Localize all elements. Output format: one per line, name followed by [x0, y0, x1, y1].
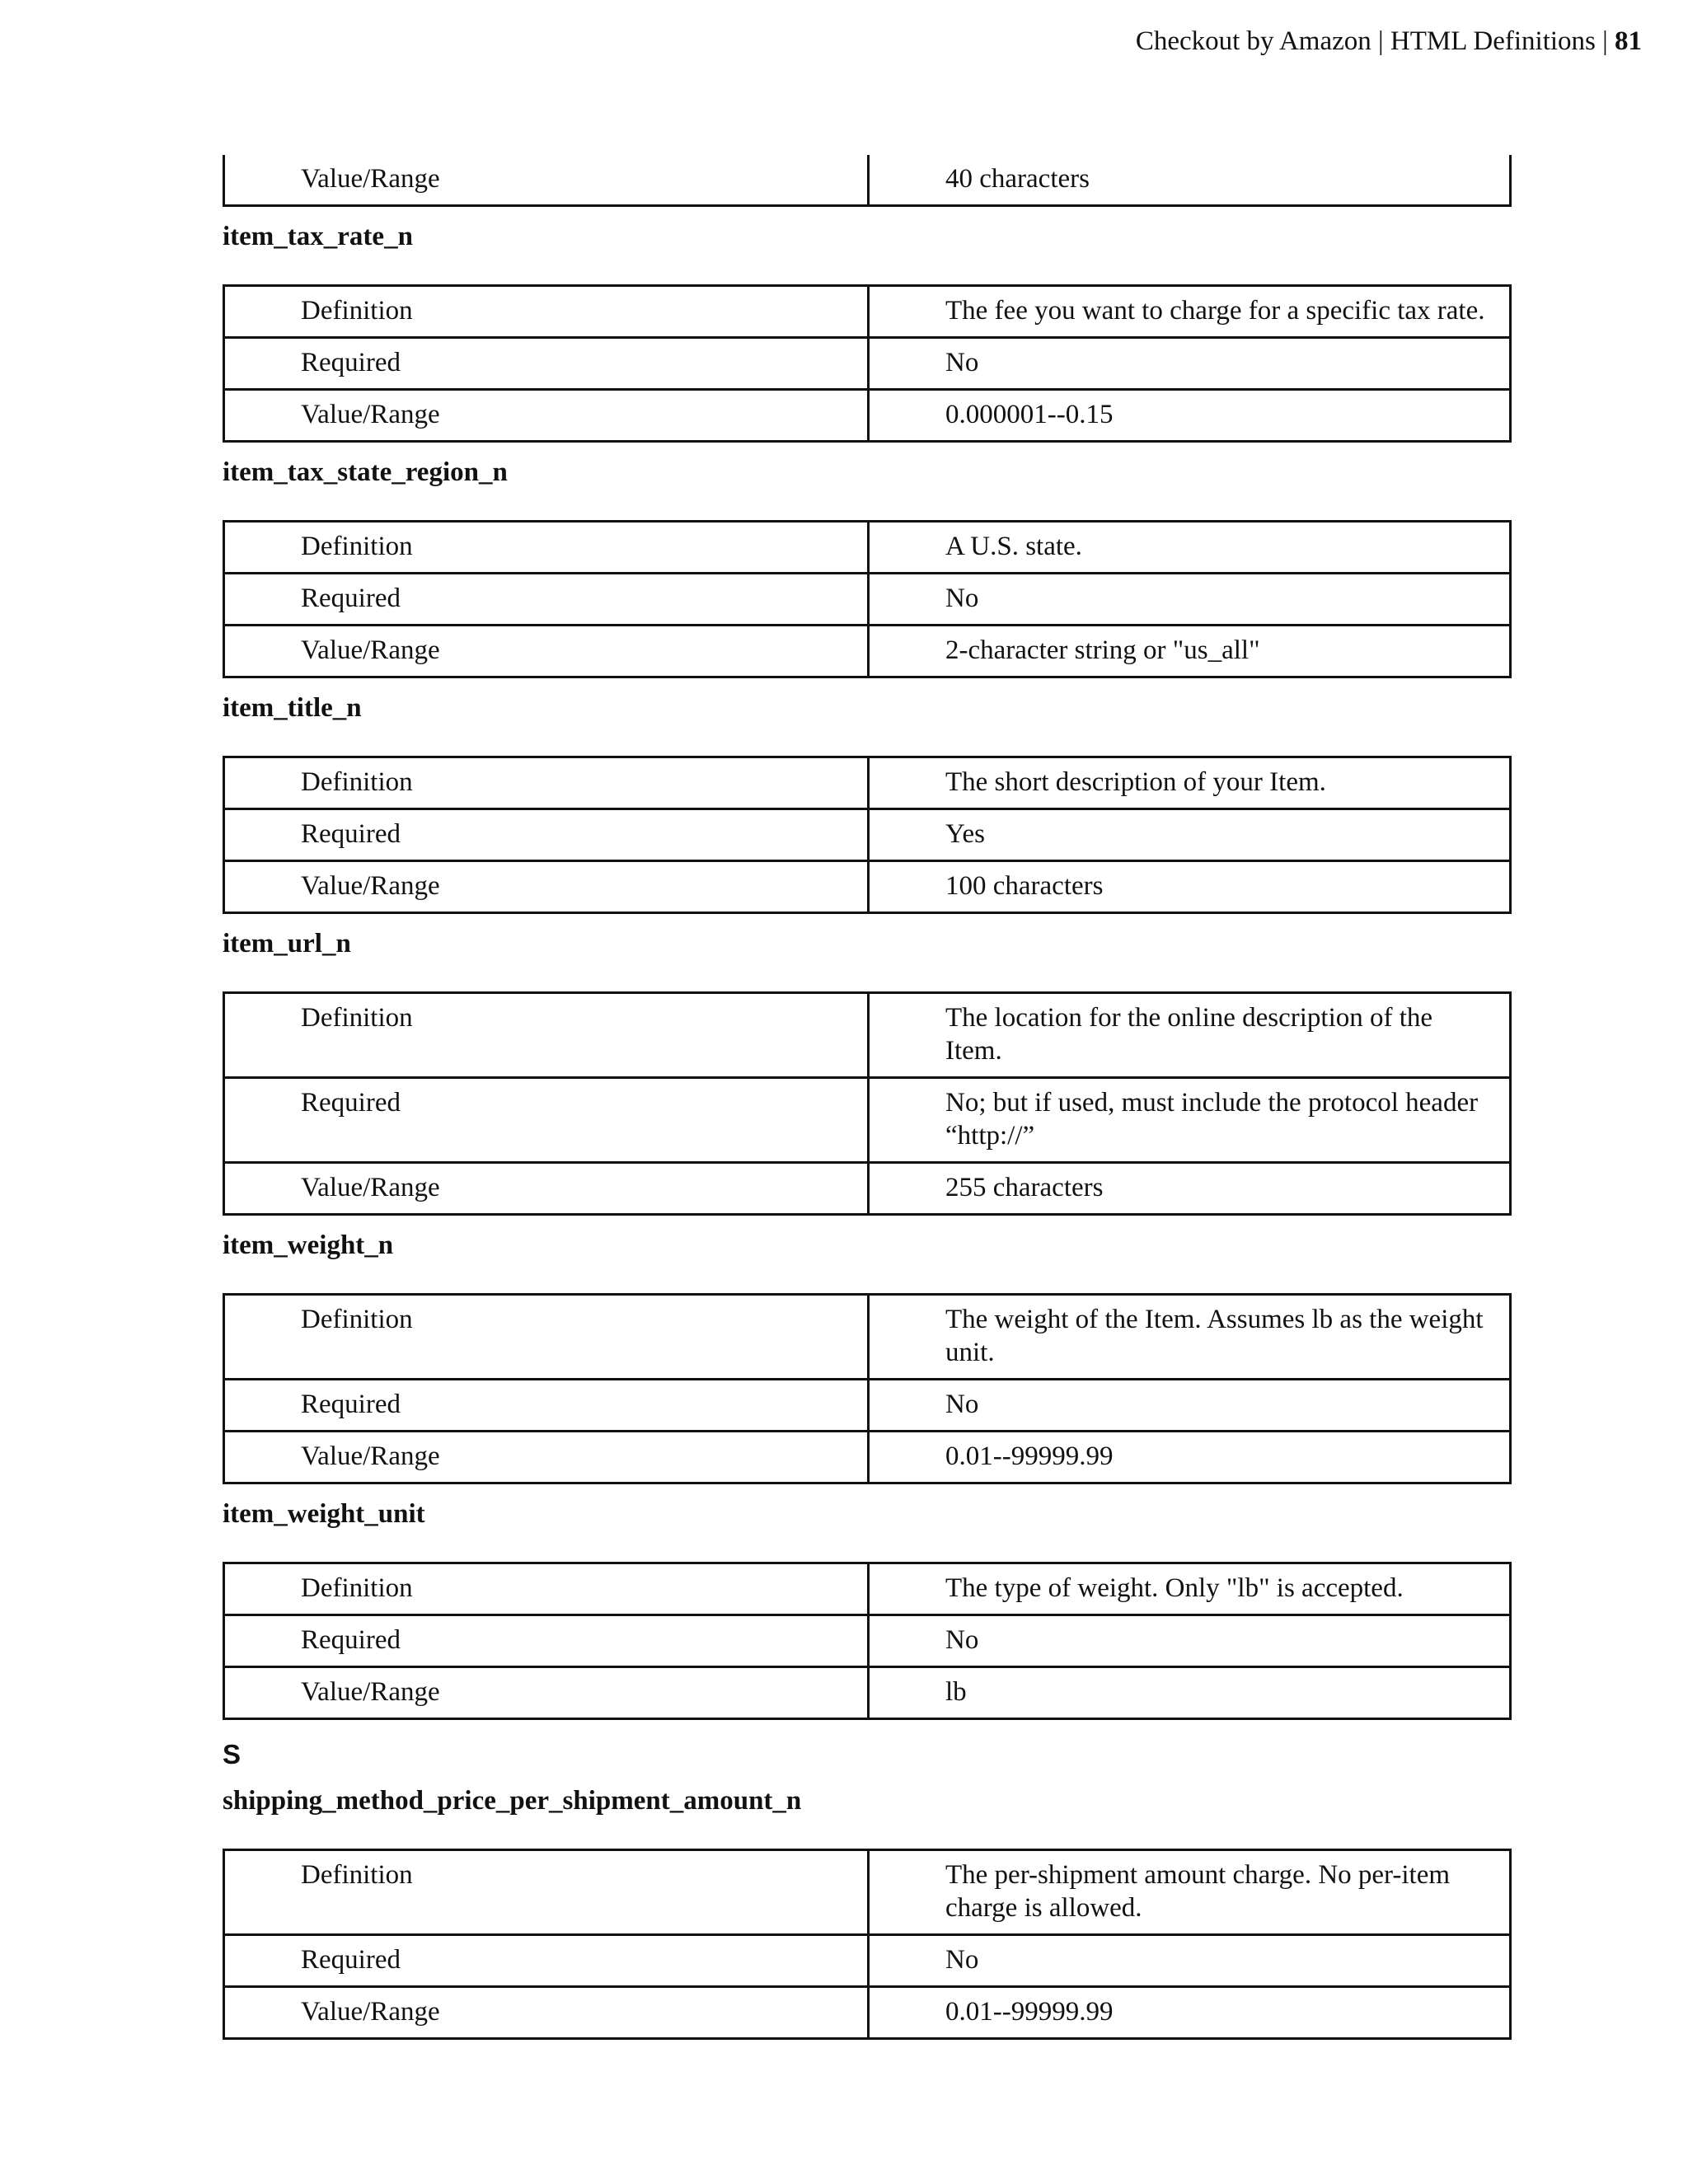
- row-value: 255 characters: [869, 1163, 1511, 1215]
- definition-table: [223, 1562, 1512, 1720]
- row-value: 0.01--99999.99: [869, 1987, 1511, 2039]
- row-value: The fee you want to charge for a specific tax rate.: [869, 286, 1511, 338]
- row-label: Definition: [224, 993, 869, 1078]
- row-label: Definition: [224, 1295, 869, 1380]
- table-row: [224, 338, 1511, 390]
- table-row: [224, 757, 1511, 809]
- row-value: 40 characters: [869, 155, 1511, 206]
- table-row: [224, 1667, 1511, 1719]
- table-row: [224, 286, 1511, 338]
- section-title: item_weight_n: [223, 1230, 394, 1260]
- row-value: A U.S. state.: [869, 522, 1511, 574]
- row-label: Definition: [224, 1850, 869, 1935]
- table-row: [224, 626, 1511, 677]
- table-row: [224, 1078, 1511, 1163]
- row-label: Value/Range: [224, 1163, 869, 1215]
- table-row: [224, 1850, 1511, 1935]
- definition-table: [223, 1849, 1512, 2040]
- row-label: Required: [224, 1078, 869, 1163]
- row-value: The location for the online description of the Item.: [869, 993, 1511, 1078]
- page-number: 81: [1615, 26, 1642, 56]
- row-label: Definition: [224, 757, 869, 809]
- section-title: item_title_n: [223, 693, 362, 723]
- row-label: Required: [224, 1615, 869, 1667]
- row-label: Required: [224, 1935, 869, 1987]
- row-label: Required: [224, 338, 869, 390]
- letter-heading: S: [223, 1739, 241, 1769]
- row-label: Required: [224, 1380, 869, 1432]
- table-row: [224, 1380, 1511, 1432]
- row-label: Value/Range: [224, 1667, 869, 1719]
- row-value: The per-shipment amount charge. No per-item charge is allowed.: [869, 1850, 1511, 1935]
- table-row: [224, 809, 1511, 861]
- row-value: The weight of the Item. Assumes lb as the weight unit.: [869, 1295, 1511, 1380]
- section-title: item_tax_state_region_n: [223, 457, 508, 487]
- row-value: Yes: [869, 809, 1511, 861]
- row-label: Value/Range: [224, 626, 869, 677]
- row-value: No: [869, 1935, 1511, 1987]
- page-header: [1136, 25, 1642, 58]
- document-body: [223, 155, 1512, 2040]
- table-row: [224, 574, 1511, 626]
- row-value: No; but if used, must include the protocol header “http://”: [869, 1078, 1511, 1163]
- table-row: [224, 1563, 1511, 1615]
- definition-table: [223, 991, 1512, 1216]
- definition-table: [223, 284, 1512, 443]
- row-label: Definition: [224, 522, 869, 574]
- section-title: shipping_method_price_per_shipment_amount_n: [223, 1786, 802, 1816]
- row-value: The short description of your Item.: [869, 757, 1511, 809]
- table-row: [224, 1935, 1511, 1987]
- row-value: No: [869, 1615, 1511, 1667]
- row-value: No: [869, 574, 1511, 626]
- section-title: item_tax_rate_n: [223, 222, 413, 251]
- table-row: [224, 522, 1511, 574]
- row-value: 0.01--99999.99: [869, 1432, 1511, 1483]
- table-row: [224, 1615, 1511, 1667]
- definition-table: [223, 1293, 1512, 1484]
- section-title: item_url_n: [223, 929, 351, 958]
- table-row: [224, 1295, 1511, 1380]
- row-value: No: [869, 1380, 1511, 1432]
- row-label: Value/Range: [224, 390, 869, 442]
- running-title: Checkout by Amazon | HTML Definitions |: [1135, 26, 1608, 56]
- table-row: [224, 1987, 1511, 2039]
- definition-table: [223, 756, 1512, 914]
- row-label: Value/Range: [224, 155, 869, 206]
- table-row: [224, 1163, 1511, 1215]
- row-label: Definition: [224, 1563, 869, 1615]
- table-row: [224, 155, 1511, 206]
- row-label: Definition: [224, 286, 869, 338]
- table-row: [224, 390, 1511, 442]
- row-value: No: [869, 338, 1511, 390]
- row-value: 100 characters: [869, 861, 1511, 913]
- section-title: item_weight_unit: [223, 1499, 425, 1529]
- table-row: [224, 1432, 1511, 1483]
- row-label: Required: [224, 574, 869, 626]
- continued-definition-table: [223, 155, 1512, 207]
- row-value: 0.000001--0.15: [869, 390, 1511, 442]
- row-value: lb: [869, 1667, 1511, 1719]
- row-value: 2-character string or "us_all": [869, 626, 1511, 677]
- row-label: Required: [224, 809, 869, 861]
- row-label: Value/Range: [224, 1432, 869, 1483]
- definition-table: [223, 520, 1512, 678]
- row-label: Value/Range: [224, 861, 869, 913]
- table-row: [224, 861, 1511, 913]
- table-row: [224, 993, 1511, 1078]
- row-label: Value/Range: [224, 1987, 869, 2039]
- row-value: The type of weight. Only "lb" is accepted.: [869, 1563, 1511, 1615]
